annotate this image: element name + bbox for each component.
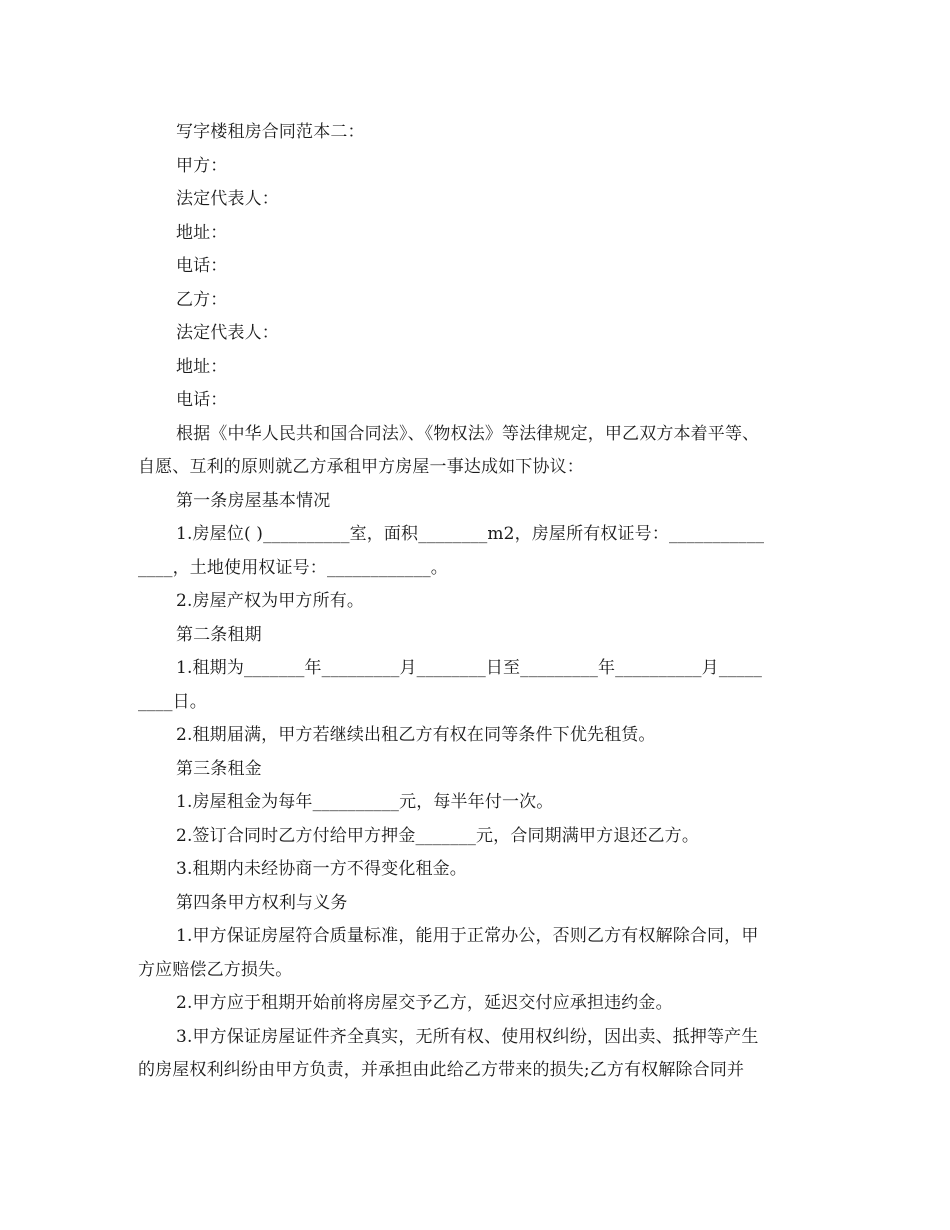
article-heading: 第一条房屋基本情况 [176, 490, 331, 511]
party-b-phone: 电话： [176, 390, 228, 410]
clause-line: 2.租期届满，甲方若继续出租乙方有权在同等条件下优先租赁。 [176, 725, 656, 745]
party-a-phone: 电话： [176, 256, 228, 276]
clause-line: 方应赔偿乙方损失。 [138, 959, 293, 980]
clause-line: 1.房屋租金为每年__________元，每半年付一次。 [176, 792, 554, 812]
article-heading: 第四条甲方权利与义务 [176, 892, 348, 913]
clause-line: 3.租期内未经协商一方不得变化租金。 [176, 859, 467, 879]
clause-line: 1.租期为_______年_________月________日至_________年__________月_____ [176, 658, 763, 678]
party-b-address: 地址： [176, 356, 228, 377]
preamble-line: 自愿、互利的原则就乙方承租甲方房屋一事达成如下协议： [138, 457, 584, 477]
preamble-line: 根据《中华人民共和国合同法》、《物权法》等法律规定，甲乙双方本着平等、 [176, 423, 760, 444]
clause-line: 1.甲方保证房屋符合质量标准，能用于正常办公，否则乙方有权解除合同，甲 [176, 926, 759, 946]
clause-line: ____日。 [138, 691, 207, 712]
article-heading: 第二条租期 [176, 624, 262, 645]
clause-line: 1.房屋位( )__________室，面积________m2，房屋所有权证号：___________ [176, 524, 765, 544]
contract-title: 写字楼租房合同范本二： [176, 122, 365, 142]
party-a-label: 甲方： [176, 155, 228, 176]
clause-line: 2.甲方应于租期开始前将房屋交予乙方，延迟交付应承担违约金。 [176, 993, 673, 1013]
party-a-representative: 法定代表人： [176, 189, 279, 209]
clause-line: ____，土地使用权证号：____________。 [138, 557, 448, 578]
article-heading: 第三条租金 [176, 758, 262, 779]
party-b-label: 乙方： [176, 289, 228, 310]
party-b-representative: 法定代表人： [176, 323, 279, 343]
clause-line: 2.签订合同时乙方付给甲方押金_______元，合同期满甲方退还乙方。 [176, 825, 699, 846]
clause-line: 的房屋权利纠纷由甲方负责，并承担由此给乙方带来的损失;乙方有权解除合同并 [138, 1060, 745, 1080]
clause-line: 2.房屋产权为甲方所有。 [176, 591, 365, 611]
clause-line: 3.甲方保证房屋证件齐全真实，无所有权、使用权纠纷，因出卖、抵押等产生 [176, 1026, 759, 1047]
document-body [138, 116, 818, 1088]
party-a-address: 地址： [176, 222, 228, 243]
